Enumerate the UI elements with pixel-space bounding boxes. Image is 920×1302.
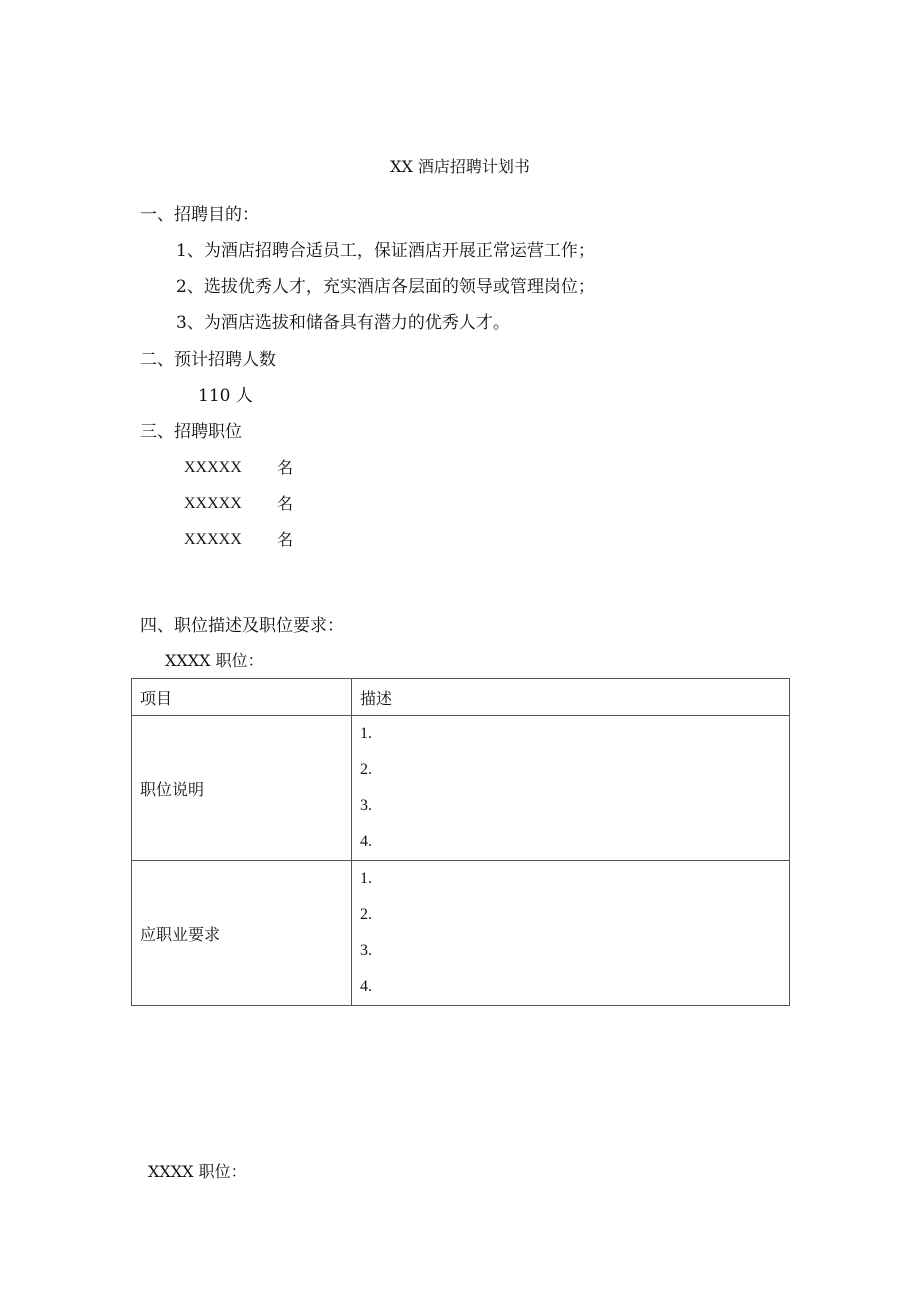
list-item: 1. [360, 725, 372, 742]
position-name: XXXXX [184, 531, 242, 548]
list-item: 3. [360, 942, 372, 959]
list-item: 4. [360, 833, 372, 850]
position-label: XXXX 职位： [165, 651, 264, 670]
list-item: 4. [360, 978, 372, 995]
header-description: 描述 [352, 679, 790, 716]
position-unit: 名 [277, 494, 294, 513]
requirements-table [131, 678, 790, 1006]
row-description [352, 861, 790, 1006]
row-description [352, 716, 790, 861]
next-position-label: XXXX 职位： [148, 1162, 247, 1181]
section-2-heading: 二、预计招聘人数 [140, 350, 276, 370]
section-4-heading: 四、职位描述及职位要求： [140, 616, 344, 636]
list-item: 1. [360, 870, 372, 887]
row-label: 应职业要求 [132, 861, 352, 1006]
document-title: XX 酒店招聘计划书 [390, 157, 530, 176]
header-item: 项目 [132, 679, 352, 716]
position-unit: 名 [277, 530, 294, 549]
list-item: 2. [360, 906, 372, 923]
table-row [132, 861, 790, 1006]
list-item: 3. [360, 797, 372, 814]
table-row [132, 716, 790, 861]
position-name: XXXXX [184, 459, 242, 476]
section-1-heading: 一、招聘目的： [140, 205, 259, 225]
headcount-value: 110 人 [198, 386, 253, 406]
list-item: 2. [360, 761, 372, 778]
table-header-row [132, 679, 790, 716]
section-3-heading: 三、招聘职位 [140, 422, 242, 442]
purpose-item-3: 3、为酒店选拔和储备具有潜力的优秀人才。 [176, 313, 510, 333]
row-label: 职位说明 [132, 716, 352, 861]
purpose-item-1: 1、为酒店招聘合适员工，保证酒店开展正常运营工作； [176, 241, 595, 261]
purpose-item-2: 2、选拔优秀人才，充实酒店各层面的领导或管理岗位； [176, 277, 595, 297]
position-name: XXXXX [184, 495, 242, 512]
position-unit: 名 [277, 458, 294, 477]
